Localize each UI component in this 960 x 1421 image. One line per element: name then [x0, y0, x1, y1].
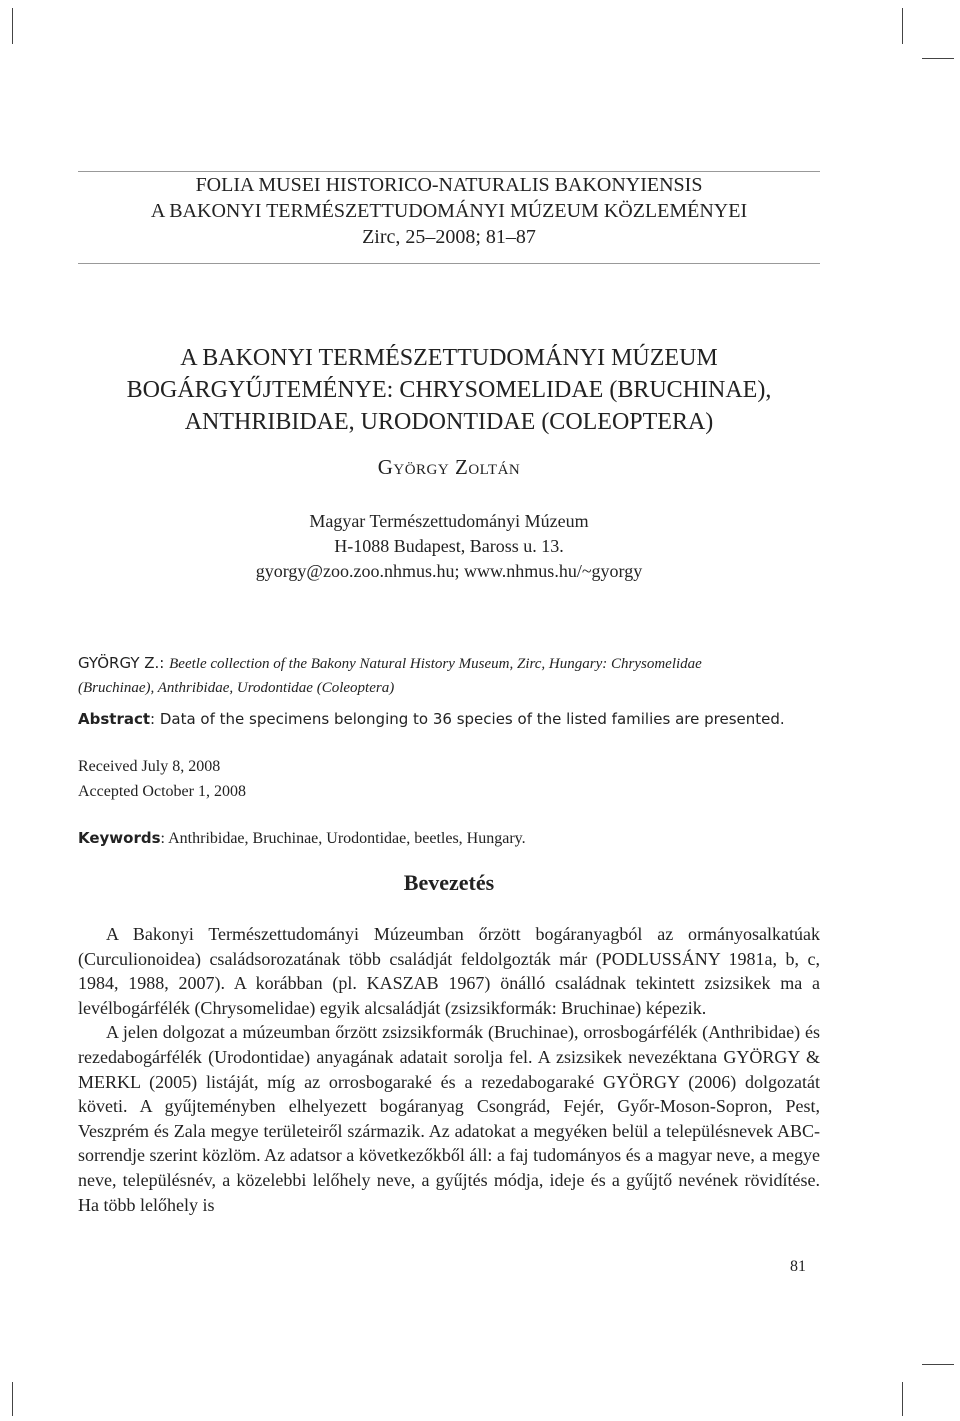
page-number: 81 [790, 1258, 806, 1275]
header-rule-bottom [78, 263, 820, 264]
title-line-1: A BAKONYI TERMÉSZETTUDOMÁNYI MÚZEUM [180, 345, 718, 371]
affiliation-contact[interactable]: gyorgy@zoo.zoo.nhmus.hu; www.nhmus.hu/~gyorgy [255, 561, 643, 581]
abstract [78, 708, 820, 731]
crop-mark-top-left [12, 8, 13, 44]
crop-mark-bottom-right-vertical [902, 1382, 903, 1416]
citation-title: Beetle collection of the Bakony Natural History Museum, Zirc, Hungary: Chrysomelidae (Bruchinae), Anthribidae, Urodontidae (Coleoptera) [78, 656, 702, 696]
title-line-2: BOGÁRGYŰJTEMÉNYE: CHRYSOMELIDAE (BRUCHINAE), [126, 377, 772, 403]
body-text [78, 922, 820, 1217]
paragraph-2: A jelen dolgozat a múzeumban őrzött zsizsikformák (Bruchinae), orrosbogárfélék (Anthribidae) és rezedabogárfélék (Urodontidae) anyagának adatait sorolja fel. A zsizsikek nevezéktana GYÖRGY & MERKL (2005) listáját, míg az orrosbogaraké és a rezedabogaraké GYÖRGY (2006) dolgozatát követi. A gyűjteményben elhelyezett bogáranyag Csongrád, Fejér, Győr-Moson-Sopron, Pest, Veszprém és Zala megye területeiről származik. Az adatokat a megyéken belül a településnevek ABC-sorrendje szerint közlöm. Az adatsor a következőkből áll: a faj tudományos és a magyar neve, a megye neve, településnév, a közelebbi lelőhely neve, a gyűjtés módja, ideje és a gyűjtő nevének rövidítése. Ha több lelőhely is [78, 1022, 820, 1215]
journal-header [78, 172, 820, 250]
author-name: GYÖRGY ZOLTÁN [377, 455, 521, 479]
section-heading: Bevezetés [403, 870, 495, 895]
received-date: Received July 8, 2008 [78, 758, 221, 775]
crop-mark-top-right-horizontal [922, 58, 954, 59]
author-affiliation [78, 509, 820, 584]
abstract-text: : Data of the specimens belonging to 36 species of the listed families are presented. [150, 710, 785, 728]
journal-name: FOLIA MUSEI HISTORICO-NATURALIS BAKONYIENSIS [195, 174, 703, 196]
keywords-label: Keywords [78, 829, 161, 847]
citation [78, 652, 820, 700]
journal-subtitle: A BAKONYI TERMÉSZETTUDOMÁNYI MÚZEUM KÖZLEMÉNYEI [150, 200, 748, 222]
keywords-text: : Anthribidae, Bruchinae, Urodontidae, beetles, Hungary. [160, 830, 526, 847]
journal-volume: Zirc, 25–2008; 81–87 [362, 226, 536, 248]
accepted-date: Accepted October 1, 2008 [78, 783, 246, 800]
article-dates [78, 754, 246, 804]
abstract-label: Abstract [78, 710, 151, 728]
article-title [78, 342, 820, 438]
crop-mark-top-right-vertical [902, 8, 903, 44]
crop-mark-bottom-right-horizontal [922, 1364, 954, 1365]
citation-author: GYÖRGY Z.: [78, 654, 165, 672]
title-line-3: ANTHRIBIDAE, URODONTIDAE (COLEOPTERA) [184, 409, 714, 435]
affiliation-institution: Magyar Természettudományi Múzeum [309, 511, 589, 531]
paragraph-1: A Bakonyi Természettudományi Múzeumban őrzött bogáranyagból az ormányosalkatúak (Curculionoidea) családsorozatának több családját feldolgozták már (PODLUSSÁNY 1981a, b, c, 1984, 1988, 2007). A korábban (pl. KASZAB 1967) önálló családnak tekintett zsizsikek ma a levélbogárfélék (Chrysomelidae) egyik alcsaládját (zsizsikformák: Bruchinae) képezik. [78, 924, 820, 1018]
crop-mark-bottom-left [12, 1382, 13, 1416]
keywords [78, 829, 526, 848]
affiliation-address: H-1088 Budapest, Baross u. 13. [334, 536, 564, 556]
